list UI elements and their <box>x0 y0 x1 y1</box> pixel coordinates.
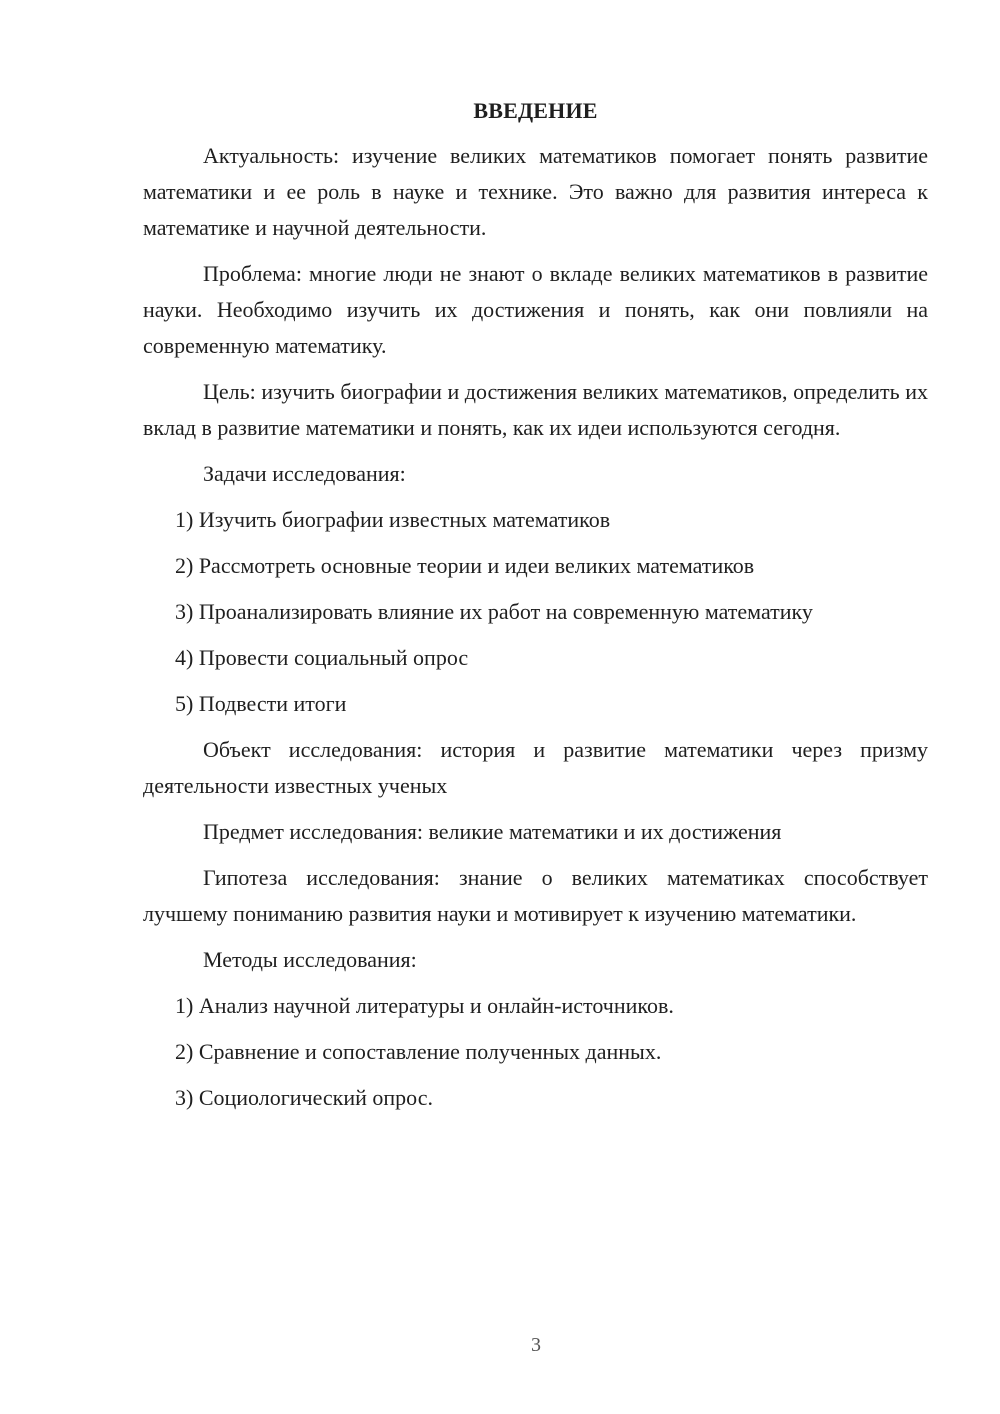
hypothesis-paragraph: Гипотеза исследования: знание о великих математиках способствует лучшему пониманию развития науки и мотивирует к изучению математики. <box>143 865 928 926</box>
task-item: 5) Подвести итоги <box>175 691 347 716</box>
problem-paragraph: Проблема: многие люди не знают о вкладе великих математиков в развитие науки. Необходимо изучить их достижения и понять, как они повлияли на современную математику. <box>143 261 928 358</box>
task-item: 1) Изучить биографии известных математиков <box>175 507 611 532</box>
method-item: 1) Анализ научной литературы и онлайн-источников. <box>175 993 674 1018</box>
object-paragraph: Объект исследования: история и развитие математики через призму деятельности известных ученых <box>143 737 928 798</box>
methods-list <box>143 988 928 1116</box>
tasks-list <box>143 502 928 722</box>
subject-paragraph: Предмет исследования: великие математики и их достижения <box>203 819 782 844</box>
methods-heading: Методы исследования: <box>203 947 417 972</box>
task-item: 2) Рассмотреть основные теории и идеи великих математиков <box>175 553 755 578</box>
task-item: 4) Провести социальный опрос <box>175 645 469 670</box>
method-item: 3) Социологический опрос. <box>175 1085 433 1110</box>
tasks-heading: Задачи исследования: <box>203 461 406 486</box>
document-body <box>143 96 928 1126</box>
task-item: 3) Проанализировать влияние их работ на современную математику <box>175 599 813 624</box>
goal-paragraph: Цель: изучить биографии и достижения великих математиков, определить их вклад в развитие математики и понять, как их идеи используются сегодня. <box>143 379 928 440</box>
method-item: 2) Сравнение и сопоставление полученных данных. <box>175 1039 662 1064</box>
page-number: 3 <box>531 1334 541 1356</box>
section-title: ВВЕДЕНИЕ <box>473 98 598 123</box>
relevance-paragraph: Актуальность: изучение великих математиков помогает понять развитие математики и ее роль в науке и технике. Это важно для развития интереса к математике и научной деятельности. <box>143 143 928 240</box>
